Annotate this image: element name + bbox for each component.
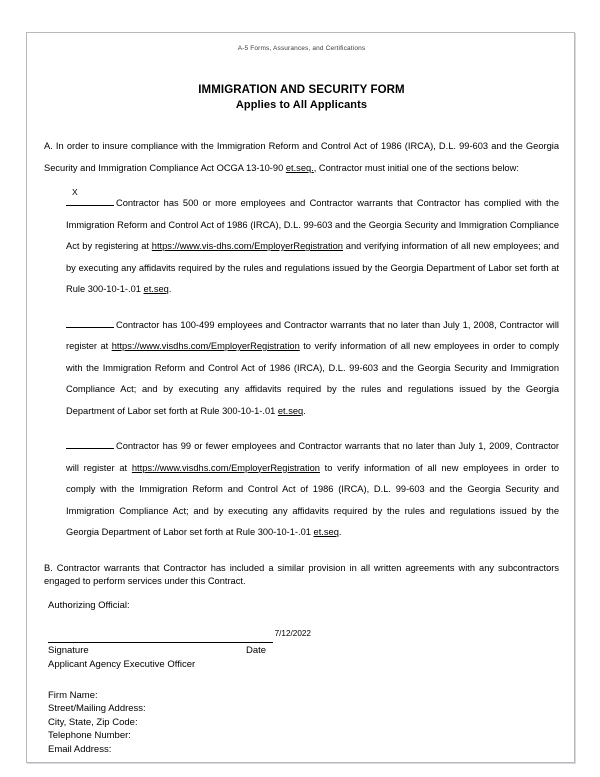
option-99-or-fewer[interactable] [44,436,559,544]
option-text-after-link: to verify information of all new employees in order to comply with the Immigration Reform and Control Act of 1986 (IRCA), D.L. 99-603 and the Georgia Security and Immigration Compliance Act; and by executing any affidavits required by the rules and regulations issued by the Georgia Department of Labor set forth at Rule 300-10-1-.01 [66,341,560,416]
signature-label: Signature [48,645,89,656]
option-500-or-more[interactable] [44,187,559,301]
signature-line[interactable] [48,642,273,643]
date-value: 7/12/2022 [274,629,311,638]
signature-line-wrap [48,629,311,643]
option-etseq: et.seq [143,284,169,294]
page-title: IMMIGRATION AND SECURITY FORM [198,84,405,96]
officer-title: Applicant Agency Executive Officer [48,659,196,670]
initial-blank-line[interactable] [66,318,114,328]
signature-labels [48,645,313,658]
page-subtitle: Applies to All Applicants [235,99,368,111]
initial-blank-line[interactable] [66,187,114,206]
option-paragraph [66,315,559,423]
employer-registration-link[interactable]: https://www.visdhs.com/EmployerRegistration [131,462,320,473]
section-b [44,562,559,589]
initial-mark: X [72,187,78,197]
field-telephone[interactable]: Telephone Number: [48,730,131,742]
option-etseq: et.seq [313,527,339,537]
option-text-after-link: to verify information of all new employees in order to comply with the Immigration Reform and Control Act of 1986 (IRCA), D.L. 99-603 and the Georgia Security and Immigration Compliance Act; and by executing any affidavits required by the rules and regulations issued by the Georgia Department of Labor set forth at Rule 300-10-1-.01 [66,462,560,537]
section-b-paragraph: B. Contractor warrants that Contractor has included a similar provision in all written agreements with any subcontractors engaged to perform services under this Contract. [44,562,559,586]
option-paragraph [66,187,559,301]
section-a-text-before: A. In order to insure compliance with the Immigration Reform and Control Act of 1986 (IRCA), D.L. 99-603 and the Georgia Security and Immigration Compliance Act OCGA 13-10-90 [44,141,559,173]
field-street-address[interactable]: Street/Mailing Address: [48,703,146,715]
title-block [40,83,563,113]
option-text-before-link: Contractor has 100-499 employees and Contractor warrants that no later than July 1, 2008, Contractor will register at [66,319,559,351]
option-paragraph [66,436,559,544]
option-text-before-link: Contractor has 99 or fewer employees and Contractor warrants that no later than July 1, 2009, Contractor will register at [66,441,559,473]
initial-blank-line[interactable] [66,439,114,449]
document-body [44,136,559,589]
option-trailing-text: . [303,405,306,416]
option-etseq: et.seq [277,405,304,416]
option-trailing-text: . [168,284,172,294]
authorizing-official-label: Authorizing Official: [48,600,130,611]
section-a-paragraph [44,136,559,179]
document-page [26,32,575,763]
signature-area [48,599,548,671]
date-label: Date [246,645,267,656]
field-city-state-zip[interactable]: City, State, Zip Code: [48,716,138,728]
option-text-before-link: Contractor has 500 or more employees and Contractor warrants that Contractor has complied with the Immigration Reform and Control Act of 1986 (IRCA), D.L. 99-603 and the Georgia Security and Immigration Compliance Act by registering at [66,198,559,251]
field-email[interactable]: Email Address: [48,743,112,755]
contact-fields [48,689,146,756]
section-a-text-after: , Contractor must initial one of the sections below: [313,162,519,173]
section-a-etseq: et.seq. [285,162,314,173]
field-firm-name[interactable]: Firm Name: [48,690,98,701]
form-series-header: A-5 Forms, Assurances, and Certifications [237,45,366,52]
employer-registration-link[interactable]: https://www.vis-dhs.com/EmployerRegistration [151,241,343,251]
option-trailing-text: . [338,527,342,537]
option-100-to-499[interactable] [44,315,559,423]
employer-registration-link[interactable]: https://www.visdhs.com/EmployerRegistration [111,341,300,351]
option-text-after-link: and verifying information of all new employees; and by executing any affidavits required by the rules and regulations issued by the Georgia Department of Labor set forth at Rule 300-10-1-.01 [66,241,559,294]
